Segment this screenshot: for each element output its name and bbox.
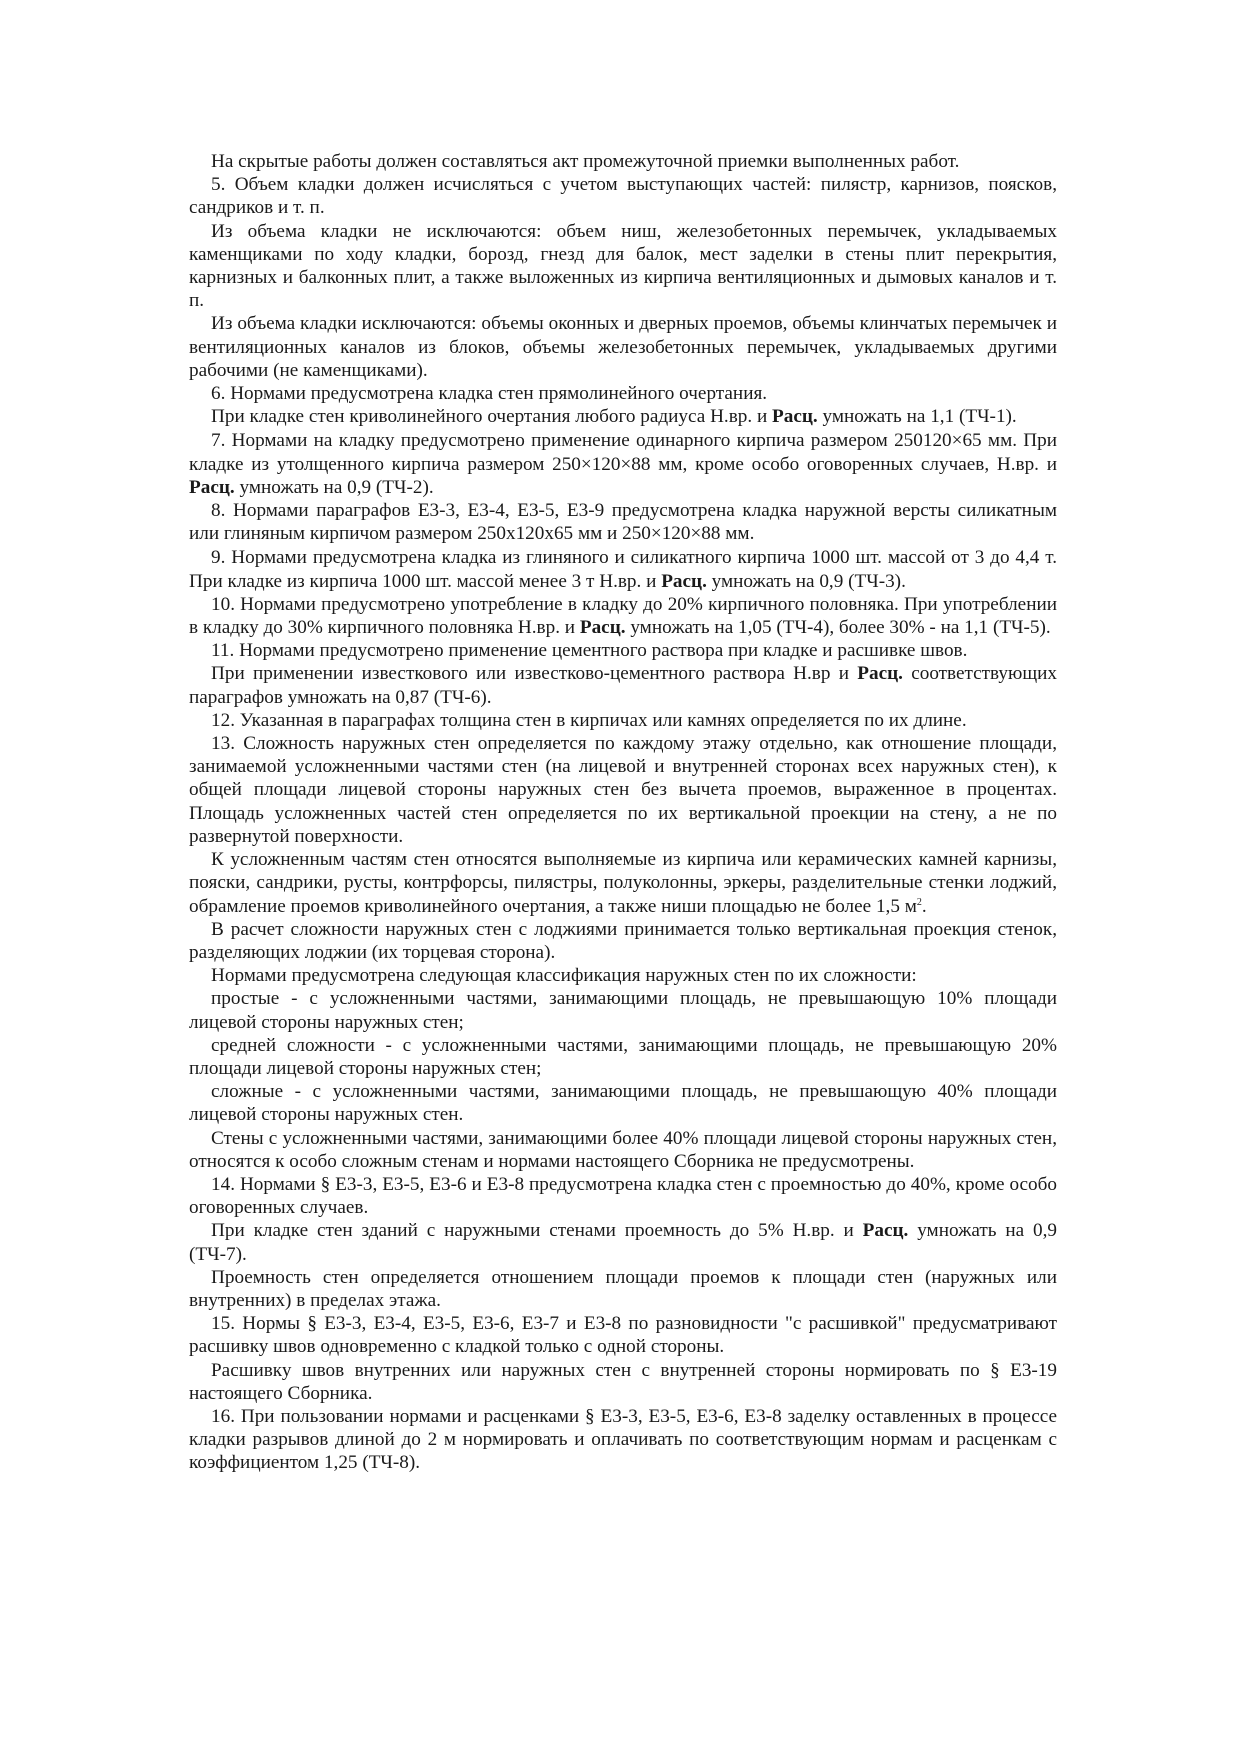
paragraph-text: умножать на 0,9 (ТЧ-3).: [706, 570, 906, 592]
paragraph-text: сложные - с усложненными частями, занимающими площадь, не превышающую 40% площади лицевой стороны наружных стен.: [189, 1081, 1057, 1126]
paragraph-text: 16. При пользовании нормами и расценками § Е3-3, Е3-5, Е3-6, Е3-8 заделку оставленных в процессе кладки разрывов длиной до 2 м нормировать и оплачивать по соответствующим нормам и расценкам с коэффициентом 1,25 (ТЧ-8).: [189, 1405, 1057, 1474]
paragraph: [189, 173, 1057, 219]
paragraph-text: Нормами предусмотрена следующая классификация наружных стен по их сложности:: [211, 965, 917, 987]
paragraph-text: Стены с усложненными частями, занимающими более 40% площади лицевой стороны наружных стен, относятся к особо сложным стенам и нормами настоящего Сборника не предусмотрены.: [189, 1127, 1057, 1172]
paragraph-text: умножать на 0,9 (ТЧ-2).: [234, 476, 434, 498]
paragraph: [189, 1219, 1057, 1265]
paragraph-text: 8. Нормами параграфов Е3-3, Е3-4, Е3-5, Е3-9 предусмотрена кладка наружной версты силикатным или глиняным кирпичом размером 250х120х65 мм и 250×120×88 мм.: [189, 500, 1057, 545]
paragraph-text: 6. Нормами предусмотрена кладка стен прямолинейного очертания.: [211, 383, 768, 405]
paragraph-text: 12. Указанная в параграфах толщина стен в кирпичах или камнях определяется по их длине.: [211, 709, 967, 731]
paragraph: [189, 1127, 1057, 1173]
paragraph: [189, 964, 1057, 987]
paragraph-text: При кладке стен зданий с наружными стенами проемность до 5% Н.вр. и: [211, 1220, 863, 1242]
paragraph: [189, 1034, 1057, 1080]
paragraph-text: умножать на 1,1 (ТЧ-1).: [817, 406, 1017, 428]
paragraph: [189, 150, 1057, 173]
paragraph: [189, 405, 1057, 428]
bold-term: Расц.: [579, 617, 626, 639]
paragraph-text: При применении известкового или известково-цементного раствора Н.вр и: [211, 663, 858, 685]
paragraph-text: 14. Нормами § Е3-3, Е3-5, Е3-6 и Е3-8 предусмотрена кладка стен с проемностью до 40%, кроме особо оговоренных случаев.: [189, 1173, 1057, 1219]
paragraph-text: 13. Сложность наружных стен определяется по каждому этажу отдельно, как отношение площади, занимаемой усложненными частями стен (на лицевой и внутренней сторонах всех наружных стен), к общей площади лицевой стороны наружных стен без вычета проемов, выраженное в процентах. Площадь усложненных частей стен определяется по их вертикальной проекции на стену, а не по развернутой поверхности.: [189, 733, 1057, 847]
paragraph: [189, 1266, 1057, 1312]
bold-term: Расц.: [661, 570, 707, 592]
paragraph-text: средней сложности - с усложненными частями, занимающими площадь, не превышающую 20% площади лицевой стороны наружных стен;: [189, 1034, 1057, 1079]
paragraph: [189, 987, 1057, 1033]
paragraph-text: В расчет сложности наружных стен с лоджиями принимается только вертикальная проекция стенок, разделяющих лоджии (их торцевая сторона).: [189, 918, 1057, 963]
paragraph: [189, 709, 1057, 732]
bold-term: Расц.: [857, 663, 903, 685]
paragraph-text: Расшивку швов внутренних или наружных стен с внутренней стороны нормировать по § Е3-19 настоящего Сборника.: [189, 1359, 1057, 1404]
paragraph: [189, 1359, 1057, 1405]
paragraph: [189, 220, 1057, 313]
paragraph: [189, 662, 1057, 708]
paragraph: [189, 1312, 1057, 1358]
paragraph-text: Из объема кладки исключаются: объемы оконных и дверных проемов, объемы клинчатых перемычек и вентиляционных каналов из блоков, объемы железобетонных перемычек, укладываемых другими рабочими (не каменщиками).: [189, 313, 1057, 381]
paragraph: [189, 499, 1057, 545]
paragraph-text: умножать на 1,05 (ТЧ-4), более 30% - на 1,1 (ТЧ-5).: [625, 617, 1051, 639]
paragraph: [189, 429, 1057, 499]
paragraph-text: 15. Нормы § Е3-3, Е3-4, Е3-5, Е3-6, Е3-7 и Е3-8 по разновидности "с расшивкой" предусматривают расшивку швов одновременно с кладкой только с одной стороны.: [189, 1313, 1057, 1358]
paragraph-text: 5. Объем кладки должен исчисляться с учетом выступающих частей: пилястр, карнизов, поясков, сандриков и т. п.: [189, 174, 1057, 219]
paragraph-text: 9. Нормами предусмотрена кладка из глиняного и силикатного кирпича 1000 шт. массой от 3 до 4,4 т. При кладке из кирпича 1000 шт. массой менее 3 т Н.вр. и: [189, 547, 1057, 592]
paragraph-text: При кладке стен криволинейного очертания любого радиуса Н.вр. и: [211, 406, 773, 428]
paragraph-text: На скрытые работы должен составляться акт промежуточной приемки выполненных работ.: [211, 151, 960, 172]
superscript: 2: [916, 896, 922, 908]
paragraph: [189, 1080, 1057, 1126]
paragraph-text: умножать на 0,9 (ТЧ-7).: [189, 1220, 1057, 1265]
paragraph: [189, 546, 1057, 592]
paragraph: [189, 732, 1057, 848]
document-body: [189, 150, 1057, 1475]
bold-term: Расц.: [862, 1220, 909, 1242]
bold-term: Расц.: [772, 406, 818, 428]
paragraph: [189, 593, 1057, 639]
paragraph-text: 11. Нормами предусмотрено применение цементного раствора при кладке и расшивке швов.: [211, 640, 968, 662]
paragraph-text: К усложненным частям стен относятся выполняемые из кирпича или керамических камней карнизы, пояски, сандрики, русты, контрфорсы, пилястры, полуколонны, эркеры, разделительные стенки лоджий, обрамление проемов криволинейного очертания, а также ниши площадью не более 1,5 м: [189, 849, 1057, 917]
bold-term: Расц.: [189, 476, 235, 498]
paragraph: [189, 1173, 1057, 1219]
paragraph: [189, 639, 1057, 662]
paragraph-text: 10. Нормами предусмотрено употребление в кладку до 20% кирпичного половняка. При употреблении в кладку до 30% кирпичного половняка Н.вр. и: [189, 593, 1057, 639]
paragraph-text: соответствующих параграфов умножать на 0,87 (ТЧ-6).: [189, 663, 1057, 708]
paragraph-text: .: [921, 895, 927, 917]
paragraph-text: простые - с усложненными частями, занимающими площадь, не превышающую 10% площади лицевой стороны наружных стен;: [189, 988, 1057, 1033]
paragraph: [189, 1405, 1057, 1475]
paragraph: [189, 918, 1057, 964]
paragraph-text: Проемность стен определяется отношением площади проемов к площади стен (наружных или внутренних) в пределах этажа.: [189, 1266, 1057, 1311]
paragraph: [189, 312, 1057, 382]
paragraph: [189, 382, 1057, 405]
paragraph: [189, 848, 1057, 918]
paragraph-text: Из объема кладки не исключаются: объем ниш, железобетонных перемычек, укладываемых каменщиками по ходу кладки, борозд, гнезд для балок, мест заделки в стены плит перекрытия, карнизных и балконных плит, а также выложенных из кирпича вентиляционных и дымовых каналов и т. п.: [189, 220, 1057, 312]
paragraph-text: 7. Нормами на кладку предусмотрено применение одинарного кирпича размером 250120×65 мм. При кладке из утолщенного кирпича размером 250×120×88 мм, кроме особо оговоренных случаев, Н.вр. и: [189, 430, 1057, 475]
